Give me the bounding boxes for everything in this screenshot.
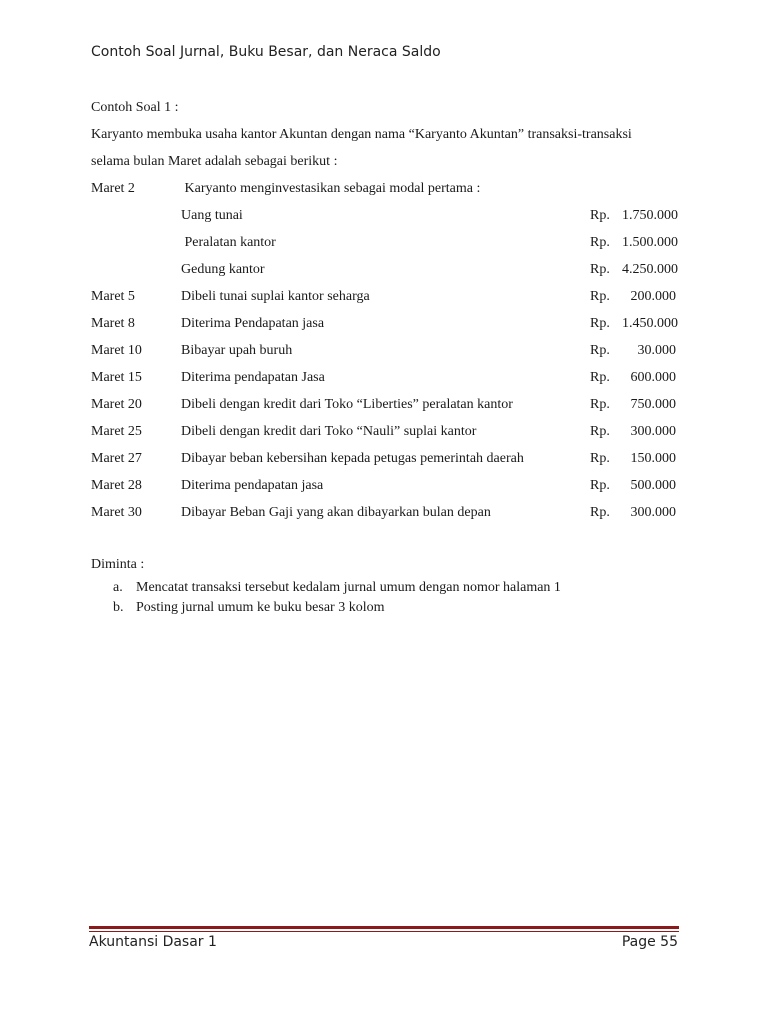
transaction-currency: Rp. (590, 316, 610, 331)
transaction-row (91, 202, 676, 229)
document-body (91, 94, 676, 618)
transaction-amount: 1.750.000 (622, 208, 678, 223)
transaction-currency: Rp. (590, 262, 610, 277)
task-marker: a. (113, 580, 123, 595)
transaction-date: Maret 15 (91, 370, 142, 385)
transaction-date: Maret 20 (91, 397, 142, 412)
task-heading: Diminta : (91, 557, 145, 572)
transaction-desc: Diterima pendapatan jasa (181, 478, 324, 493)
transaction-date: Maret 8 (91, 316, 135, 331)
transaction-row (91, 256, 676, 283)
transaction-amount: 500.000 (630, 478, 676, 493)
task-list (91, 578, 676, 618)
transaction-currency: Rp. (590, 505, 610, 520)
transaction-currency: Rp. (590, 478, 610, 493)
transaction-row (91, 283, 676, 310)
transaction-desc: Karyanto menginvestasikan sebagai modal pertama : (181, 181, 481, 196)
footer-divider-thin (89, 931, 679, 932)
transaction-desc: Diterima pendapatan Jasa (181, 370, 325, 385)
task-marker: b. (113, 600, 124, 615)
transaction-desc: Dibeli dengan kredit dari Toko “Liberties” peralatan kantor (181, 397, 513, 412)
transaction-currency: Rp. (590, 424, 610, 439)
footer-page-number: Page 55 (621, 934, 678, 950)
example-heading: Contoh Soal 1 : (91, 100, 179, 115)
transaction-date: Maret 5 (91, 289, 135, 304)
transaction-date: Maret 10 (91, 343, 142, 358)
transaction-row (91, 310, 676, 337)
transaction-amount: 300.000 (630, 424, 676, 439)
transaction-desc: Bibayar upah buruh (181, 343, 293, 358)
task-item (91, 578, 676, 598)
transaction-amount: 30.000 (637, 343, 676, 358)
transaction-desc: Peralatan kantor (181, 235, 276, 250)
transaction-row (91, 418, 676, 445)
transaction-amount (622, 175, 676, 202)
transaction-list (91, 175, 676, 526)
transaction-row (91, 472, 676, 499)
transaction-amount: 150.000 (630, 451, 676, 466)
transaction-currency: Rp. (590, 343, 610, 358)
transaction-currency: Rp. (590, 235, 610, 250)
transaction-amount: 4.250.000 (622, 262, 678, 277)
transaction-amount: 750.000 (630, 397, 676, 412)
transaction-row (91, 364, 676, 391)
transaction-date: Maret 28 (91, 478, 142, 493)
transaction-row (91, 445, 676, 472)
transaction-amount: 200.000 (630, 289, 676, 304)
page-header: Contoh Soal Jurnal, Buku Besar, dan Neraca Saldo (91, 44, 441, 60)
transaction-amount: 600.000 (630, 370, 676, 385)
transaction-currency: Rp. (590, 289, 610, 304)
intro-line-2: selama bulan Maret adalah sebagai berikut : (91, 154, 338, 169)
footer-divider (89, 926, 679, 929)
transaction-date: Maret 27 (91, 451, 142, 466)
transaction-date (91, 229, 181, 256)
transaction-row (91, 337, 676, 364)
transaction-desc: Gedung kantor (181, 262, 265, 277)
transaction-desc: Dibeli tunai suplai kantor seharga (181, 289, 370, 304)
transaction-desc: Dibeli dengan kredit dari Toko “Nauli” suplai kantor (181, 424, 477, 439)
transaction-amount: 1.500.000 (622, 235, 678, 250)
transaction-row (91, 229, 676, 256)
transaction-desc: Uang tunai (181, 208, 243, 223)
transaction-desc: Dibayar beban kebersihan kepada petugas pemerintah daerah (181, 451, 524, 466)
transaction-currency (590, 175, 622, 202)
transaction-amount: 1.450.000 (622, 316, 678, 331)
footer-course-title: Akuntansi Dasar 1 (89, 934, 217, 950)
transaction-row (91, 391, 676, 418)
transaction-currency: Rp. (590, 208, 610, 223)
transaction-row (91, 175, 676, 202)
transaction-amount: 300.000 (630, 505, 676, 520)
transaction-date: Maret 2 (91, 181, 135, 196)
transaction-date: Maret 25 (91, 424, 142, 439)
transaction-date (91, 202, 181, 229)
transaction-row (91, 499, 676, 526)
task-text: Posting jurnal umum ke buku besar 3 kolom (136, 600, 385, 615)
transaction-currency: Rp. (590, 370, 610, 385)
transaction-currency: Rp. (590, 451, 610, 466)
intro-line-1: Karyanto membuka usaha kantor Akuntan dengan nama “Karyanto Akuntan” transaksi-transaksi (91, 127, 632, 142)
transaction-currency: Rp. (590, 397, 610, 412)
task-text: Mencatat transaksi tersebut kedalam jurnal umum dengan nomor halaman 1 (136, 580, 561, 595)
task-item (91, 598, 676, 618)
transaction-desc: Diterima Pendapatan jasa (181, 316, 325, 331)
transaction-date: Maret 30 (91, 505, 142, 520)
transaction-date (91, 256, 181, 283)
transaction-desc: Dibayar Beban Gaji yang akan dibayarkan bulan depan (181, 505, 491, 520)
